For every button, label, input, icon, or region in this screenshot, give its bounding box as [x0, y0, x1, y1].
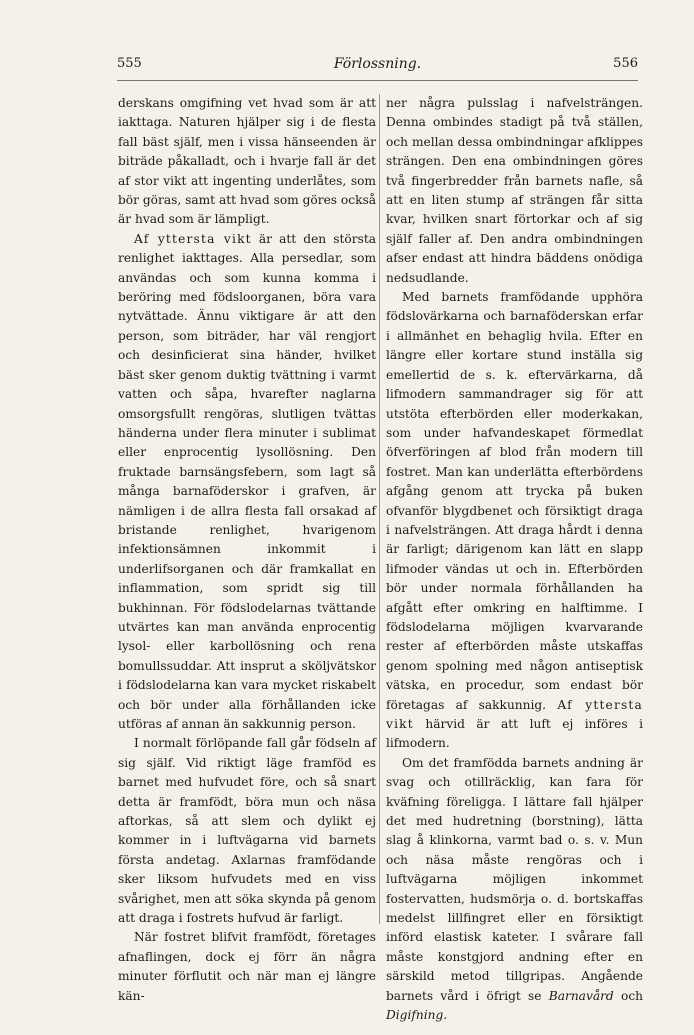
column-divider: [379, 94, 380, 924]
left-paragraph-2: [118, 230, 376, 735]
left-p2-emphasis: Af yttersta vikt: [134, 231, 252, 246]
right-paragraph-2: [386, 288, 643, 754]
running-title: Förlossning.: [333, 56, 422, 72]
right-column: [386, 94, 643, 1026]
cross-reference-barnavard[interactable]: Barnavård: [548, 988, 614, 1003]
left-paragraph-4: [118, 928, 376, 1006]
left-column: [118, 94, 376, 1006]
left-p1-text: derskans omgifning vet hvad som är att iakttaga. Naturen hjälper sig i de flesta fall bäst själf, men i vissa hänseenden är biträde påkalladt, och i hvarje fall är det af stor vikt att ingenting underlåtes, som bör göras, samt att hvad som göres också är hvad som är lämpligt.: [118, 96, 376, 227]
right-paragraph-3: [386, 754, 643, 1026]
cross-reference-and: och: [620, 988, 643, 1003]
right-paragraph-1: [386, 94, 643, 288]
right-p1-text: ner några pulsslag i nafvelsträngen. Denna ombindes stadigt på två ställen, och mellan dessa ombindningar afklippes strängen. Den ena ombindningen göres två fingerbredder från barnets nafle, så att en liten stump af strängen får sitta kvar, hvilken snart förtorkar och af sig själf faller af. Den andra ombindningen afser endast att hindra bäddens onödiga nedsudlande.: [386, 96, 643, 285]
left-paragraph-1: [118, 94, 376, 230]
header-rule: [117, 80, 638, 81]
left-p4-text: När fostret blifvit framfödt, företages afnaflingen, dock ej förr än några minuter förflutit och när man ej längre kän-: [118, 930, 376, 1003]
left-paragraph-3: [118, 734, 376, 928]
right-p2-emphasis: Af yttersta vikt: [386, 697, 643, 731]
left-p3-text: I normalt förlöpande fall går födseln af sig själf. Vid riktigt läge framföd es barnet med hufvudet före, och så snart detta är framfödt, böra mun och näsa aftorkas, så att slem och dylikt ej kommer in i luftvägarna vid barnets första andetag. Axlarnas framfödande sker liksom hufvudets med en viss svårighet, men att söka skynda på genom att draga i fostrets hufvud är farligt.: [118, 736, 376, 926]
right-p2-end: härvid är att luft ej införes i lifmodern.: [386, 717, 644, 751]
right-p3-text: Om det framfödda barnets andning är svag och otillräcklig, kan fara för kväfning föreligga. I lättare fall hjälper det med hudretning (borstning), lätta slag å klinkorna, varmt bad o. s. v. Mun och näsa måste rengöras och i luftvägarna möjligen inkommet fostervatten, hudsmörja o. d. bortskaffas medelst lillfingret eller en försiktigt införd elastisk kateter. I svårare fall måste konstgjord andning efter en särskild metod tillgripas. Angående barnets vård i öfrigt se: [386, 755, 643, 1003]
right-p2-text: Med barnets framfödande upphöra födslovärkarna och barnaföderskan erfar i allmänhet en behaglig hvila. Efter en längre eller kortare stund inställa sig emellertid de s. k. eftervärkarna, då lifmodern sammandrager sig för att utstöta efterbörden eller moderkakan, som under hafvandeskapet förmedlat öfverföringen af blod från modern till fostret. Man kan underlätta efterbördens afgång genom att trycka på buken ofvanför blygdbenet och försiktigt draga i nafvelsträngen. Att draga hårdt i denna är farligt; därigenom kan lätt en slapp lifmoder vändas ut och in. Efterbörden bör under normala förhållanden ha afgått efter omkring en halftimme. I födslodelarna möjligen kvarvarande rester af efterbörden måste utskaffas genom spolning med någon antiseptisk vätska, en procedur, som endast bör företagas af sakkunnig.: [386, 290, 643, 712]
cross-reference-digifning[interactable]: Digifning.: [386, 1008, 448, 1023]
left-p2-text: är att den största renlighet iakttages. Alla persedlar, som användas och som kunna komma i beröring med födsloorganen, böra vara nytvättade. Ännu viktigare är att den person, som biträder, har väl rengjort och desinficierat sina händer, hvilket bäst sker genom duktig tvättning i varmt vatten och såpa, hvarefter naglarna omsorgsfullt rengöras, slutligen tvättas händerna under flera minuter i sublimat eller enprocentig lysollösning. Den fruktade barnsängsfebern, som lagt så många barnaföderskor i grafven, är nämligen i de allra flesta fall orsakad af bristande renlighet, hvarigenom infektionsämnen inkommit i underlifsorganen och där framkallat en inflammation, som spridt sig till bukhinnan. För födslodelarnas tvättande utvärtes kan man använda enprocentig lysol- eller karbollösning och rena bomullssuddar. Att insprut a sköljvätskor i födslodelarna kan vara mycket riskabelt och bör under alla förhållanden icke utföras af annan än sakkunnig person.: [118, 231, 376, 731]
page-header: [117, 56, 638, 78]
page-number-left: 555: [117, 56, 142, 71]
page-number-right: 556: [613, 56, 638, 71]
